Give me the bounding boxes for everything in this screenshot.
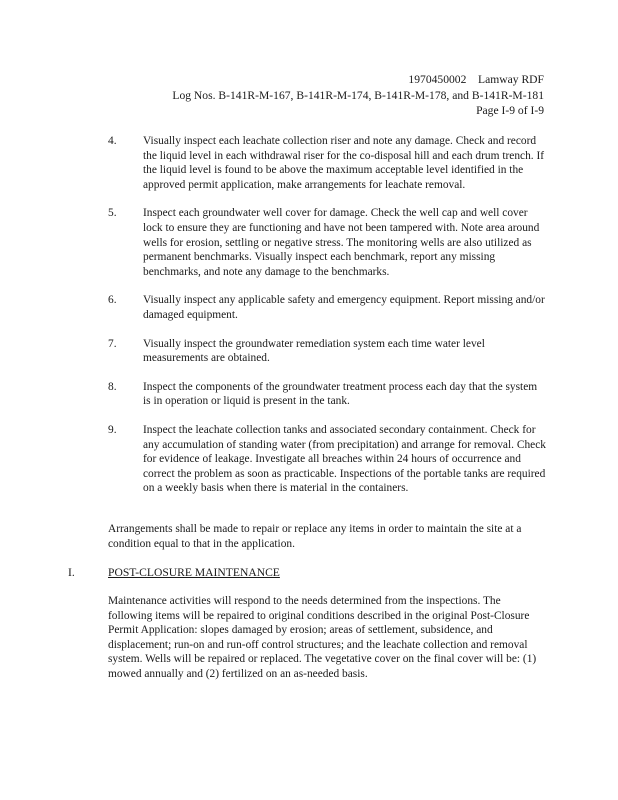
maintenance-paragraph: Maintenance activities will respond to the needs determined from the inspections. The following items will be repaired to original conditions described in the original Post-Closure Permit Application: slopes damaged by erosion; areas of settlement, subsidence, and displacement; run-on and run-off control structures; and the leachate collection and removal system. Wells will be repaired or replaced. The vegetative cover on the final cover will be: (1) mowed annually and (2) fertilized on an as-needed basis. — [108, 595, 537, 680]
item-number: 8. — [108, 380, 117, 393]
item-text: Inspect each groundwater well cover for damage. Check the well cap and well cover lock to ensure they are functioning and have not been tampered with. Note area around wells for erosion, settling or negative stress. The monitoring wells are also utilized as permanent benchmarks. Visually inspect each benchmark, report any missing benchmarks, and note any damage to the benchmarks. — [143, 207, 540, 278]
item-number: 6. — [108, 294, 117, 307]
section-heading — [68, 566, 280, 579]
item-text: Visually inspect each leachate collection riser and note any damage. Check and record the liquid level in each withdrawal riser for the co-disposal hill and each drum trench. If the liquid level is found to be above the maximum acceptable level identified in the approved permit application, make arrangements for leachate removal. — [143, 135, 545, 191]
section-number: I. — [68, 566, 75, 579]
list-item — [108, 337, 546, 366]
page-header — [172, 72, 544, 119]
item-text: Inspect the components of the groundwater treatment process each day that the system is in operation or liquid is present in the tank. — [143, 380, 538, 408]
header-log-numbers: Log Nos. B-141R-M-167, B-141R-M-174, B-141R-M-178, and B-141R-M-181 — [172, 88, 544, 102]
item-text: Visually inspect the groundwater remediation system each time water level measurements are obtained. — [143, 337, 485, 365]
item-number: 4. — [108, 135, 117, 147]
item-number: 7. — [108, 337, 117, 350]
item-number: 5. — [108, 207, 117, 220]
header-page-number: Page I-9 of I-9 — [476, 104, 544, 117]
list-item — [108, 134, 546, 192]
section-title: POST-CLOSURE MAINTENANCE — [108, 566, 280, 579]
list-item — [108, 293, 546, 322]
item-text: Visually inspect any applicable safety and emergency equipment. Report missing and/or damaged equipment. — [143, 294, 545, 321]
list-item — [108, 380, 546, 409]
list-item — [108, 423, 546, 496]
item-number: 9. — [108, 423, 117, 436]
arrangements-paragraph: Arrangements shall be made to repair or replace any items in order to maintain the site at a condition equal to that in the application. — [108, 523, 522, 550]
header-document-id: 1970450002 Lamway RDF — [408, 73, 544, 86]
list-item — [108, 206, 546, 279]
item-text: Inspect the leachate collection tanks and associated secondary containment. Check for any accumulation of standing water (from precipitation) and arrange for removal. Check for evidence of leakage. Investigate all breaches within 24 hours of occurrence and correct the problem as soon as practicable. Inspections of the portable tanks are required on a weekly basis when there is material in the containers. — [143, 423, 546, 495]
inspection-list — [108, 134, 546, 496]
